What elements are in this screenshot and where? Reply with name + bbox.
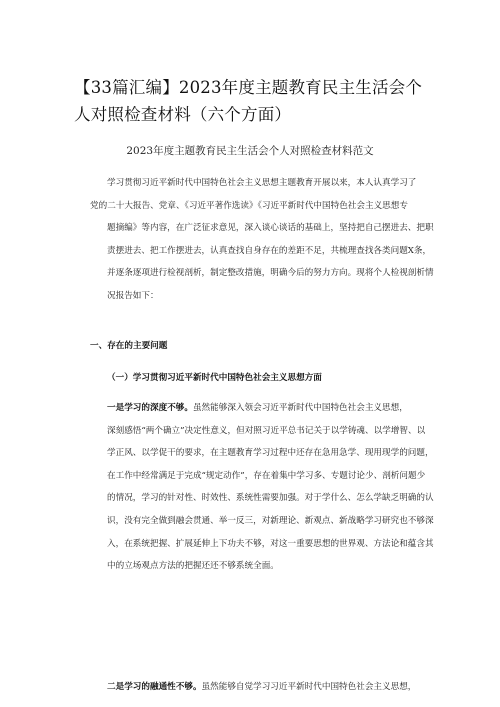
point-one-first-line — [90, 397, 430, 420]
intro-line: 党的二十大报告、党章、《习近平著作选读》《习近平新时代中国特色社会主义思想专 — [90, 200, 408, 211]
document-subtitle: 2023年度主题教育民主生活会个人对照检查材料范文 — [126, 145, 374, 157]
intro-line: 况报告如下： — [107, 290, 159, 301]
point-one-line: 的情况，学习的针对性、时效性、系统性需要加强。对于学什么、怎么学缺乏明确的认 — [107, 493, 434, 504]
point-one-lead: 一是学习的深度不够。 — [107, 403, 193, 413]
intro-line: 并逐条逐项进行检视剖析，制定整改措施，明确今后的努力方向。现将个人检视剖析情 — [107, 268, 434, 279]
subsection-heading: （一）学习贯彻习近平新时代中国特色社会主义思想方面 — [107, 373, 322, 383]
point-one-line: 入，在系统把握、扩展延伸上下功夫不够，对这一重要思想的世界观、方法论和蕴含其 — [107, 538, 434, 549]
intro-line: 责摆进去、把工作摆进去，认真查找自身存在的差距不足，共梳理查找各类问题X条， — [107, 245, 432, 256]
point-one-line: 深刻感悟“两个确立”决定性意义，但对照习近平总书记关于以学铸魂、以学增智、以 — [107, 425, 426, 436]
intro-paragraph — [90, 172, 434, 308]
point-one-paragraph — [90, 397, 434, 578]
intro-line: 学习贯彻习近平新时代中国特色社会主义思想主题教育开展以来，本人认真学习了 — [107, 178, 417, 188]
intro-line: 题摘编》等内容，在广泛征求意见，深入谈心谈话的基础上，坚持把自己摆进去、把职 — [107, 223, 434, 234]
section-heading: 一、存在的主要问题 — [90, 341, 168, 351]
point-one-line: 学正风、以学促干的要求，在主题教育学习过程中还存在急用急学、现用现学的问题， — [107, 448, 434, 459]
point-one-line: 中的立场观点方法的把握还还不够系统全面。 — [107, 561, 279, 572]
point-two-first-line-text: 虽然能够自觉学习习近平新时代中国特色社会主义思想， — [201, 682, 417, 692]
point-one-line: 识，没有完全做到融会贯通、举一反三，对新理论、新观点、新战略学习研究也不够深 — [107, 515, 434, 526]
point-one-first-line-text: 虽然能够深入领会习近平新时代中国特色社会主义思想， — [192, 403, 408, 413]
point-two-lead: 二是学习的融通性不够。 — [107, 682, 202, 692]
point-two-paragraph — [90, 676, 430, 699]
point-two-first-line — [90, 676, 430, 699]
document-title: 【33篇汇编】2023年度主题教育民主生活会个人对照检查材料（六个方面） — [74, 78, 423, 124]
point-one-line: 在工作中经常满足于完成“规定动作”，存在着集中学习多、专题讨论少、剖析问题少 — [107, 470, 426, 481]
